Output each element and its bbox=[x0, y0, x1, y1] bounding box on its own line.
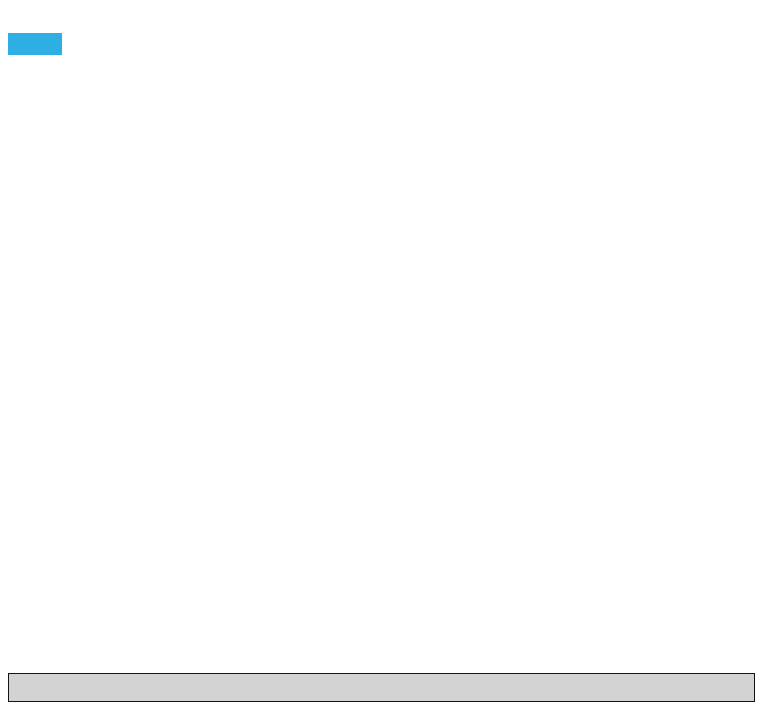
example-code-bar bbox=[8, 673, 755, 702]
prefix-code-box bbox=[8, 33, 62, 55]
